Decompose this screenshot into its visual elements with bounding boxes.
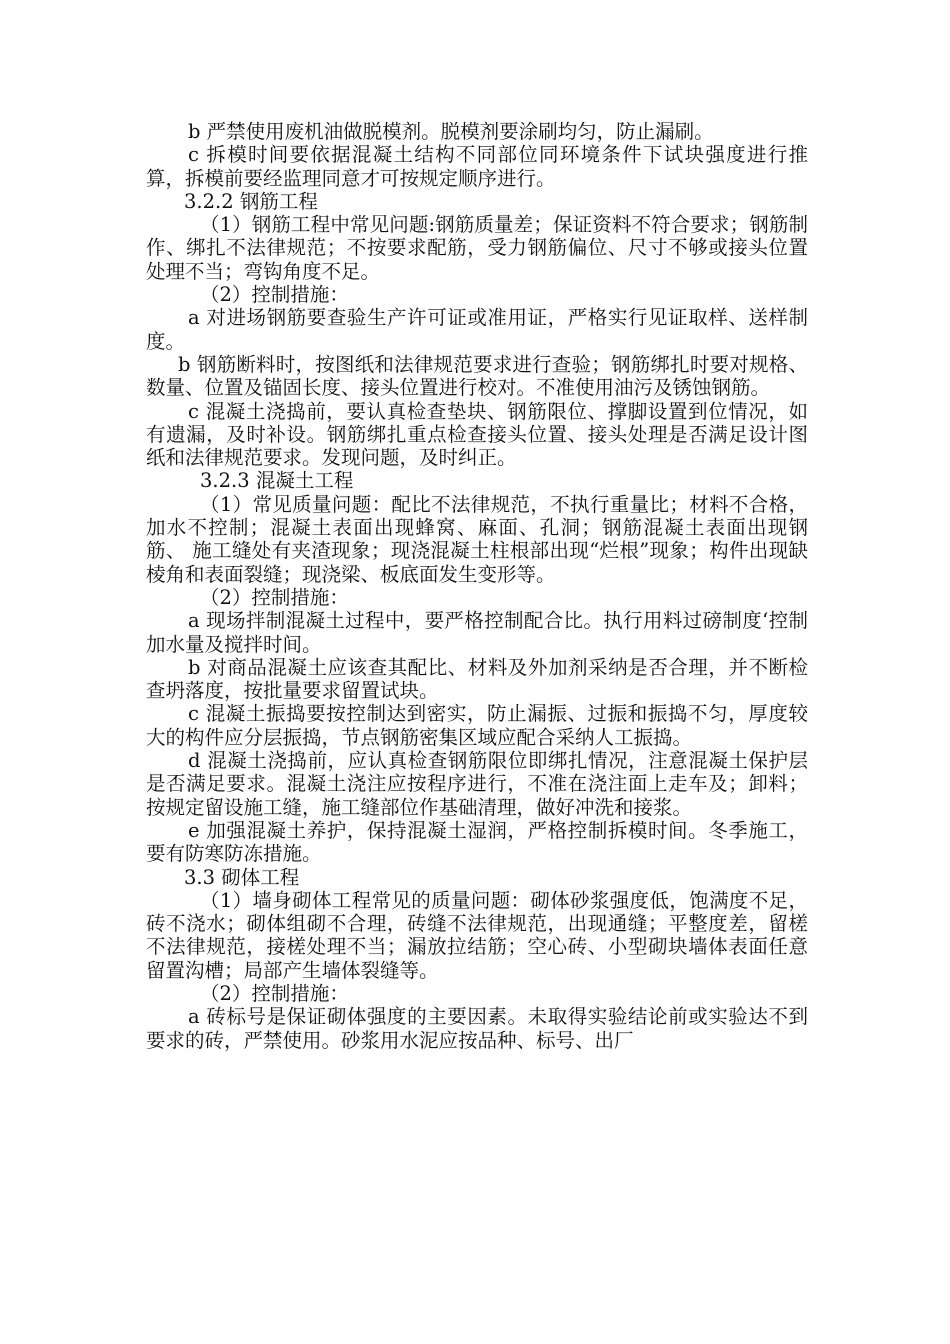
paragraph: （2）控制措施： [200, 981, 349, 1005]
paragraph: （1）钢筋工程中常见问题:钢筋质量差；保证资料不符合要求；钢筋制作、绑扎不法律规范；不按要求配筋，受力钢筋偏位、尺寸不够或接头位置处理不当；弯钩角度不足。 [146, 213, 808, 283]
paragraph: b 钢筋断料时，按图纸和法律规范要求进行查验；钢筋绑扎时要对规格、数量、位置及锚固长度、接头位置进行校对。不准使用油污及锈蚀钢筋。 [146, 352, 808, 400]
paragraph: c 混凝土浇捣前，要认真检查垫块、钢筋限位、撑脚设置到位情况，如有遗漏，及时补设。钢筋绑扎重点检查接头位置、接头处理是否满足设计图纸和法律规范要求。发现问题，及时纠正。 [146, 399, 808, 470]
paragraph: a 砖标号是保证砌体强度的主要因素。未取得实验结论前或实验达不到要求的砖，严禁使用。砂浆用水泥应按品种、标号、出厂 [146, 1005, 808, 1052]
paragraph: （1）常见质量问题：配比不法律规范，不执行重量比；材料不合格，加水不控制；混凝土表面出现蜂窝、麻面、孔洞；钢筋混凝土表面出现钢筋、 施工缝处有夹渣现象；现浇混凝土柱根部出现“烂根”现象；构件出现缺棱角和表面裂缝；现浇梁、板底面发生变形等。 [146, 492, 808, 586]
paragraph: （2）控制措施： [200, 283, 349, 307]
section-heading: 3.2.3 混凝土工程 [200, 469, 354, 493]
paragraph: c 拆模时间要依据混凝土结构不同部位同环境条件下试块强度进行推算，拆模前要经监理同意才可按规定顺序进行。 [146, 143, 808, 190]
paragraph: （1）墙身砌体工程常见的质量问题：砌体砂浆强度低，饱满度不足，砖不浇水；砌体组砌不合理，砖缝不法律规范，出现通缝；平整度差，留槎不法律规范，接槎处理不当；漏放拉结筋；空心砖、小型砌块墙体表面任意留置沟槽；局部产生墙体裂缝等。 [146, 888, 808, 982]
document-body [146, 120, 808, 1052]
section-heading: 3.3 砌体工程 [184, 865, 300, 889]
paragraph: c 混凝土振捣要按控制达到密实，防止漏振、过振和振捣不匀，厚度较大的构件应分层振捣，节点钢筋密集区域应配合采纳人工振捣。 [146, 702, 808, 749]
paragraph: b 严禁使用废机油做脱模剂。脱模剂要涂刷均匀，防止漏刷。 [188, 120, 714, 143]
paragraph: e 加强混凝土养护，保持混凝土湿润，严格控制拆模时间。冬季施工，要有防寒防冻措施。 [146, 818, 808, 866]
paragraph: a 现场拌制混凝土过程中，要严格控制配合比。执行用料过磅制度‘控制加水量及搅拌时间。 [146, 609, 808, 656]
paragraph: （2）控制措施： [200, 585, 349, 609]
paragraph: a 对进场钢筋要查验生产许可证或准用证，严格实行见证取样、送样制度。 [146, 306, 808, 353]
paragraph: b 对商品混凝土应该查其配比、材料及外加剂采纳是否合理，并不断检查坍落度，按批量要求留置试块。 [146, 655, 808, 703]
section-heading: 3.2.2 钢筋工程 [184, 189, 318, 213]
paragraph: d 混凝土浇捣前，应认真检查钢筋限位即绑扎情况，注意混凝土保护层是否满足要求。混凝土浇注应按程序进行，不准在浇注面上走车及；卸料；按规定留设施工缝，施工缝部位作基础清理，做好冲洗和接浆。 [146, 749, 808, 819]
